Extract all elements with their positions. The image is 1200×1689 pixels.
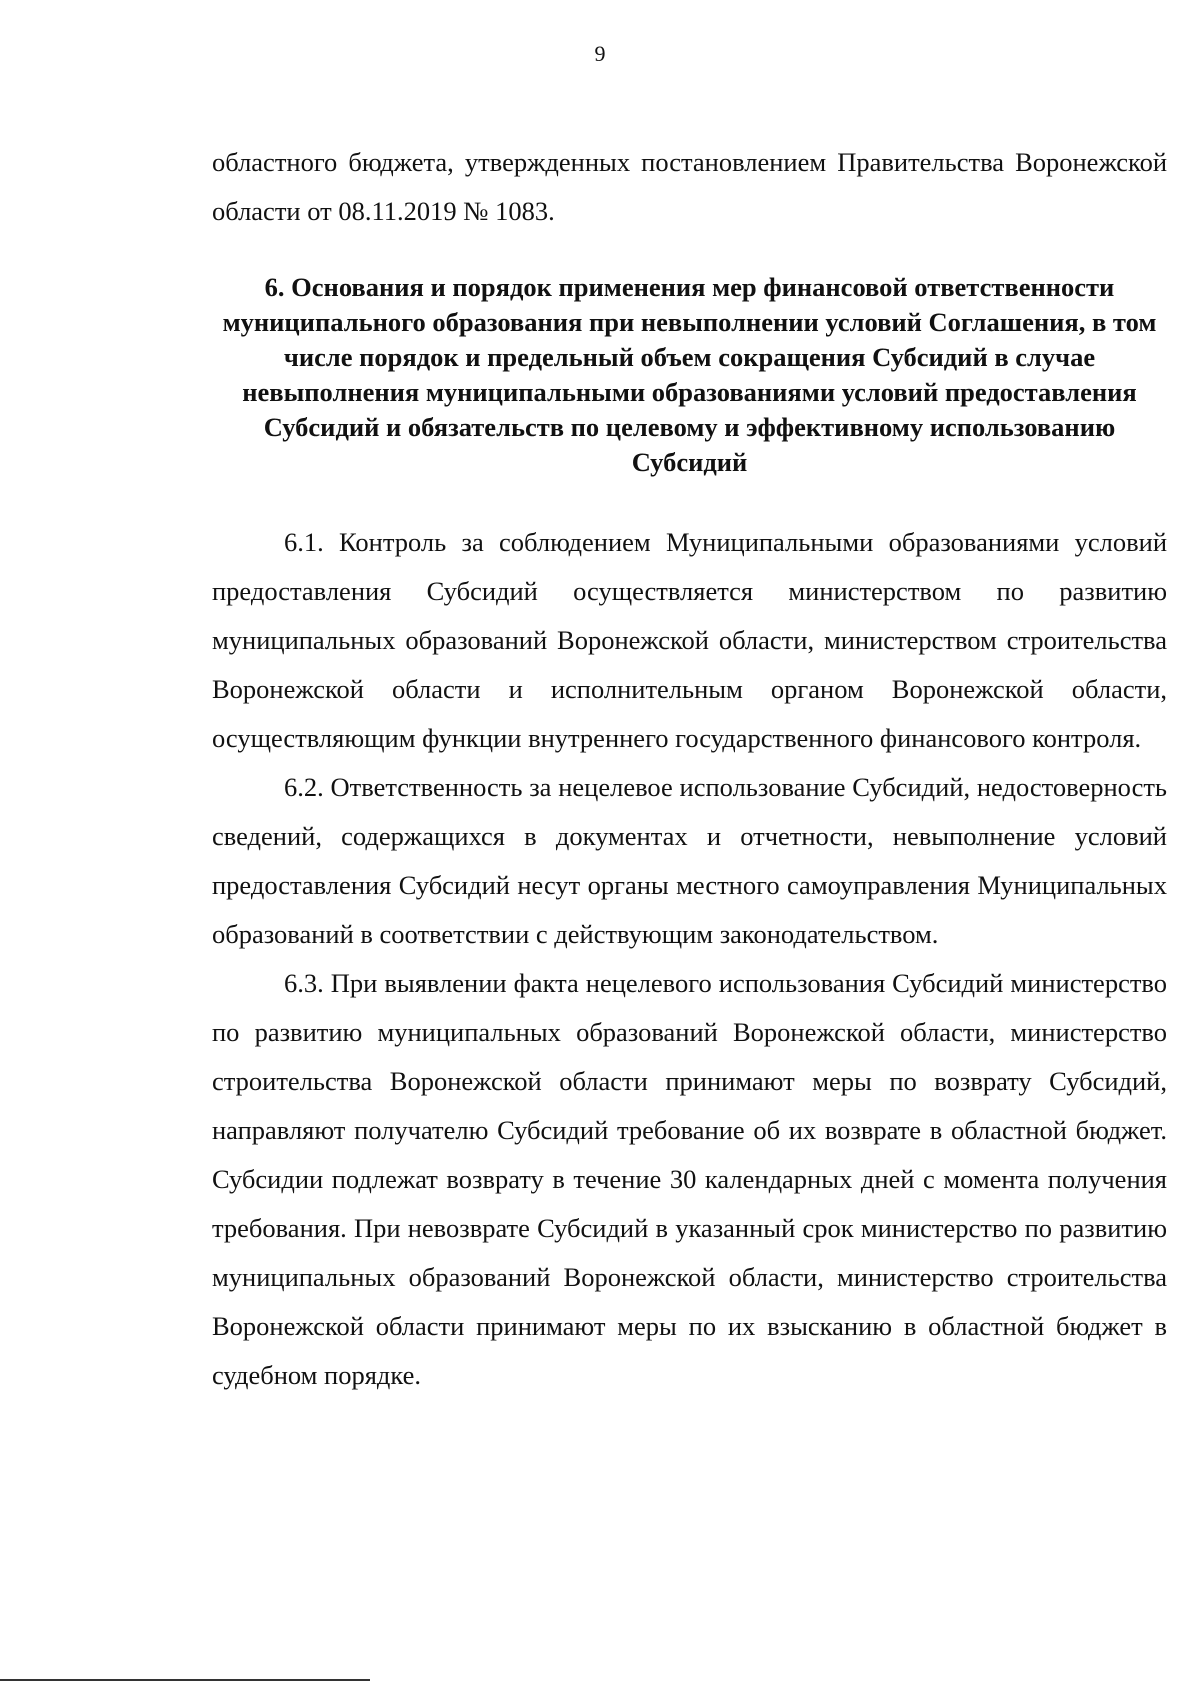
page-number: 9: [594, 41, 606, 66]
section-heading: 6. Основания и порядок применения мер финансовой ответственности муниципального образования при невыполнении условий Соглашения, в том числе порядок и предельный объем сокращения Субсидий в случае невыполнения муниципальными образованиями условий предоставления Субсидий и обязательств по целевому и эффективному использованию Субсидий: [222, 272, 1157, 477]
footer-rule: [0, 1679, 370, 1681]
paragraph-6-3: 6.3. При выявлении факта нецелевого использования Субсидий министерство по развитию муниципальных образований Воронежской области, министерство строительства Воронежской области принимают меры по возврату Субсидий, направляют получателю Субсидий требование об их возврате в областной бюджет. Субсидии подлежат возврату в течение 30 календарных дней с момента получения требования. При невозврате Субсидий в указанный срок министерство по развитию муниципальных образований Воронежской области, министерство строительства Воронежской области принимают меры по их взысканию в областной бюджет в судебном порядке.: [212, 968, 1167, 1390]
paragraph-6-1: 6.1. Контроль за соблюдением Муниципальными образованиями условий предоставления Субсидий осуществляется министерством по развитию муниципальных образований Воронежской области, министерством строительства Воронежской области и исполнительным органом Воронежской области, осуществляющим функции внутреннего государственного финансового контроля.: [212, 527, 1167, 753]
intro-paragraph: областного бюджета, утвержденных постановлением Правительства Воронежской области от 08.11.2019 № 1083.: [212, 147, 1167, 226]
document-body: [212, 138, 1167, 1400]
paragraph-6-2: 6.2. Ответственность за нецелевое использование Субсидий, недостоверность сведений, содержащихся в документах и отчетности, невыполнение условий предоставления Субсидий несут органы местного самоуправления Муниципальных образований в соответствии с действующим законодательством.: [212, 772, 1167, 949]
